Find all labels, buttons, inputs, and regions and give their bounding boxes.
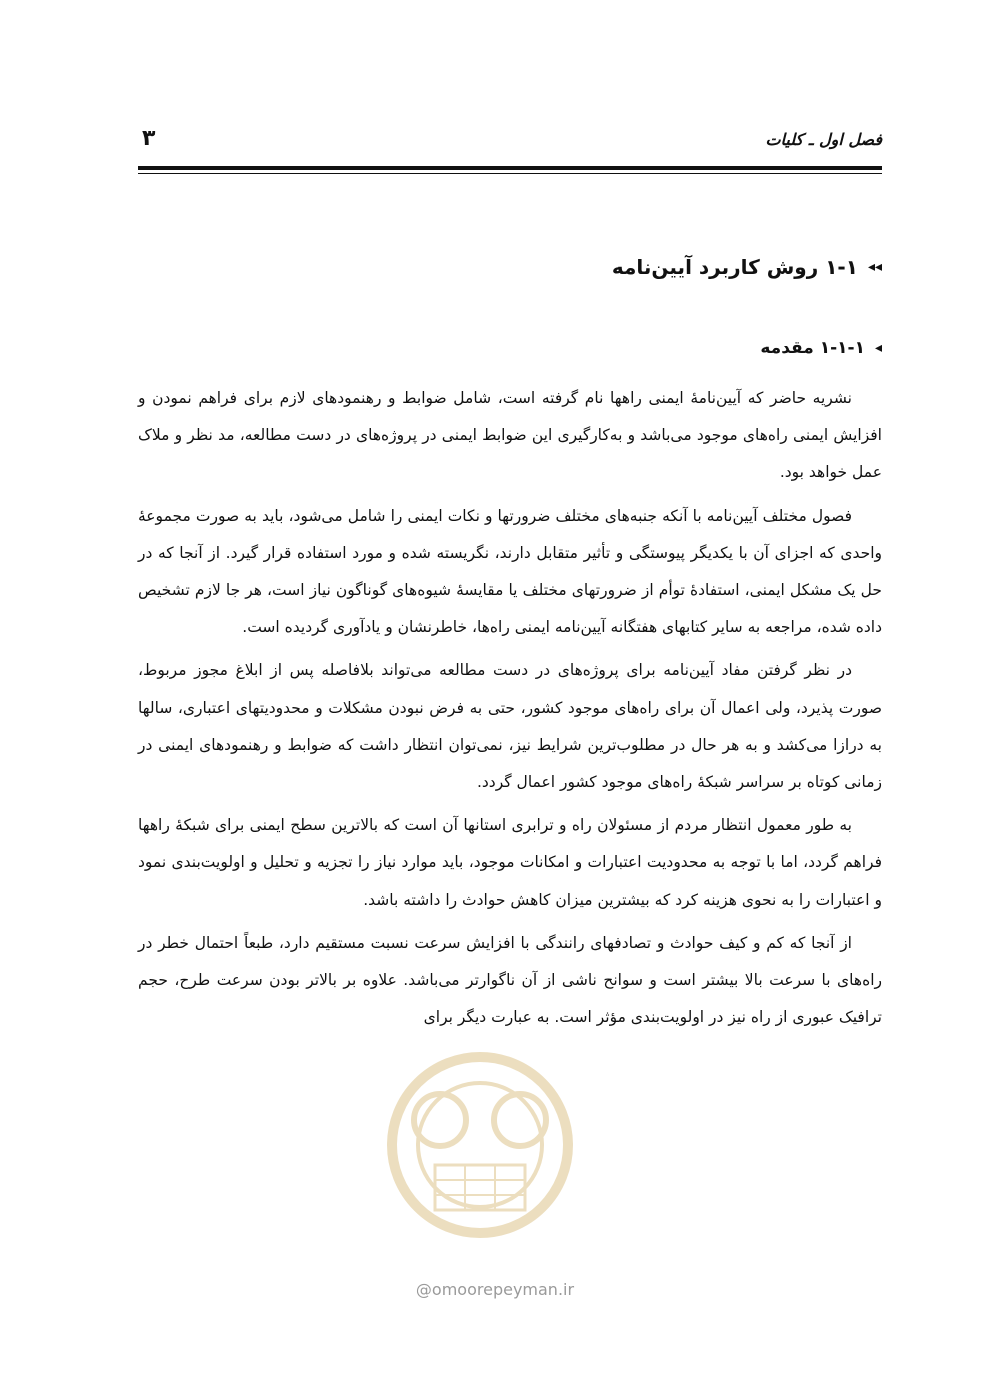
arrow-icon: ◂ [874,340,882,356]
body-text [138,380,882,1042]
double-arrow-icon: ◂◂ [867,259,882,275]
paragraph: در نظر گرفتن مفاد آیین‌نامه برای پروژه‌های در دست مطالعه می‌تواند بلافاصله پس از ابلاغ مجوز مربوط، صورت پذیرد، ولی اعمال آن برای راه‌های موجود کشور، حتی به فرض نبودن مشکلات و محدودیتهای اعتباری، سالها به درازا می‌کشد و به هر حال در مطلوب‌ترین شرایط نیز، نمی‌توان انتظار داشت که ضوابط و رهنمودهای ایمنی در زمانی کوتاه بر سراسر شبکهٔ راه‌های موجود کشور اعمال گردد. [138,661,882,792]
subsection-title: ۱-۱-۱ مقدمه [760,338,865,358]
header-rule-thin [138,173,882,174]
paragraph: فصول مختلف آیین‌نامه با آنکه جنبه‌های مختلف ضرورتها و نکات ایمنی را شامل می‌شود، باید به صورت مجموعهٔ واحدی که اجزای آن با یکدیگر پیوستگی و تأثیر متقابل دارند، نگریسته شده و مورد استفاده قرار گیرد. از آنجا که در حل یک مشکل ایمنی، استفادهٔ توأم از ضرورتهای مختلف یا مقایسهٔ شیوه‌های گوناگون نیاز است، هر جا لازم تشخیص داده شده، مراجعه به سایر کتابهای هفتگانه آیین‌نامه ایمنی راه‌ها، خاطرنشان و یادآوری گردیده است. [138,506,882,637]
subsection-heading [760,338,882,358]
page-number: ۳ [142,126,156,151]
watermark-text: @omoorepeyman.ir [415,1280,575,1299]
paragraph: از آنجا که کم و کیف حوادث و تصادفهای رانندگی با افزایش سرعت نسبت مستقیم دارد، طبعاً احتمال خطر در راه‌های با سرعت بالا بیشتر است و سوانح ناشی از آن ناگوارتر می‌باشد. علاوه بر بالاتر بودن سرعت طرح، حجم ترافیک عبوری از راه نیز در اولویت‌بندی مؤثر است. به عبارت دیگر برای [138,933,882,1027]
watermark-logo-icon [380,1035,580,1265]
paragraph: نشریه حاضر که آیین‌نامهٔ ایمنی راهها نام گرفته است، شامل ضوابط و رهنمودهای لازم برای فراهم نمودن و افزایش ایمنی راه‌های موجود می‌باشد و به‌کارگیری این ضوابط ایمنی در پروژه‌های در دست مطالعه، مد نظر و ملاک عمل خواهد بود. [138,389,882,482]
page-header [138,126,882,162]
section-title: ۱-۱ روش کاربرد آیین‌نامه [611,255,858,279]
header-rule-thick [138,166,882,170]
chapter-title: فصل اول ـ کلیات [765,130,882,149]
paragraph: به طور معمول انتظار مردم از مسئولان راه و ترابری استانها آن است که بالاترین سطح ایمنی برای شبکهٔ راهها فراهم گردد، اما با توجه به محدودیت اعتبارات و امکانات موجود، باید موارد نیاز را تجزیه و تحلیل و اولویت‌بندی نمود و اعتبارات را به نحوی هزینه کرد که بیشترین میزان کاهش حوادث را داشته باشد. [138,816,882,909]
section-heading [612,255,882,279]
